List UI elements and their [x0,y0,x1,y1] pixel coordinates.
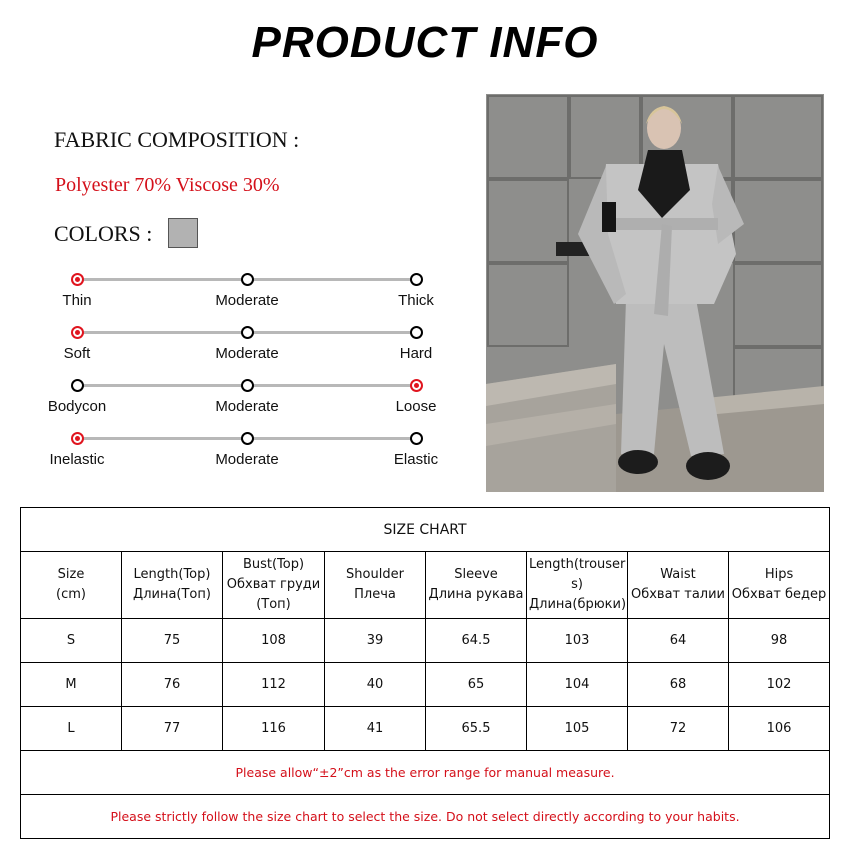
size-chart-title: SIZE CHART [21,508,830,552]
table-row [21,663,830,707]
table-cell: 65 [426,663,527,707]
table-cell: 72 [628,707,729,751]
scale-marker [410,326,423,339]
scale-label-thick: Thick [398,292,434,309]
column-header: Hips Обхват бедер [729,552,830,619]
scale-label-moderate: Moderate [215,292,279,309]
table-cell: 64 [628,619,729,663]
product-photo [486,94,824,492]
table-cell: L [21,707,122,751]
scale-marker [241,326,254,339]
size-chart-table [20,507,830,839]
thickness-scale [40,270,460,320]
table-cell: 112 [223,663,325,707]
scale-marker-selected [71,432,84,445]
table-cell: 41 [325,707,426,751]
softness-scale [40,323,460,373]
table-cell: 65.5 [426,707,527,751]
scale-label-hard: Hard [399,345,433,362]
table-cell: 40 [325,663,426,707]
table-cell: 98 [729,619,830,663]
scale-marker-selected [71,326,84,339]
column-header: Length(trouser s) Длина(брюки) [527,552,628,619]
scale-label-loose: Loose [395,398,437,415]
measurement-note: Please allow“±2”cm as the error range for manual measure. [21,751,830,795]
table-cell: 108 [223,619,325,663]
scale-marker [241,273,254,286]
page-title: PRODUCT INFO [251,18,599,67]
scale-label-soft: Soft [63,345,91,362]
scale-label-moderate: Moderate [215,345,279,362]
scale-marker [71,379,84,392]
table-cell: 39 [325,619,426,663]
colors-label: COLORS : [54,221,153,246]
fit-scale [40,376,460,426]
table-cell: M [21,663,122,707]
table-cell: 106 [729,707,830,751]
table-cell: 102 [729,663,830,707]
table-cell: 68 [628,663,729,707]
column-header: Bust(Top) Обхват груди (Топ) [223,552,325,619]
selection-note: Please strictly follow the size chart to select the size. Do not select directly according to your habits. [21,795,830,839]
table-cell: S [21,619,122,663]
table-row [21,707,830,751]
scale-marker-selected [71,273,84,286]
column-header: Length(Top) Длина(Топ) [122,552,223,619]
column-header: Shoulder Плеча [325,552,426,619]
fabric-composition-value: Polyester 70% Viscose 30% [55,174,280,196]
table-row [21,619,830,663]
scale-label-inelastic: Inelastic [49,451,105,468]
fabric-composition-label: FABRIC COMPOSITION : [54,127,300,152]
table-cell: 105 [527,707,628,751]
table-cell: 76 [122,663,223,707]
elasticity-scale [40,429,460,479]
column-header: Waist Обхват талии [628,552,729,619]
table-cell: 116 [223,707,325,751]
scale-label-thin: Thin [62,292,92,309]
table-cell: 77 [122,707,223,751]
column-header: Size (cm) [21,552,122,619]
scale-marker-selected [410,379,423,392]
color-swatch-grey [168,218,198,248]
table-cell: 104 [527,663,628,707]
scale-label-moderate: Moderate [215,398,279,415]
table-cell: 103 [527,619,628,663]
table-cell: 64.5 [426,619,527,663]
table-cell: 75 [122,619,223,663]
scale-marker [410,273,423,286]
scale-label-bodycon: Bodycon [47,398,107,415]
column-header: Sleeve Длина рукава [426,552,527,619]
scale-label-elastic: Elastic [393,451,439,468]
scale-marker [410,432,423,445]
scale-marker [241,379,254,392]
scale-label-moderate: Moderate [215,451,279,468]
scale-marker [241,432,254,445]
